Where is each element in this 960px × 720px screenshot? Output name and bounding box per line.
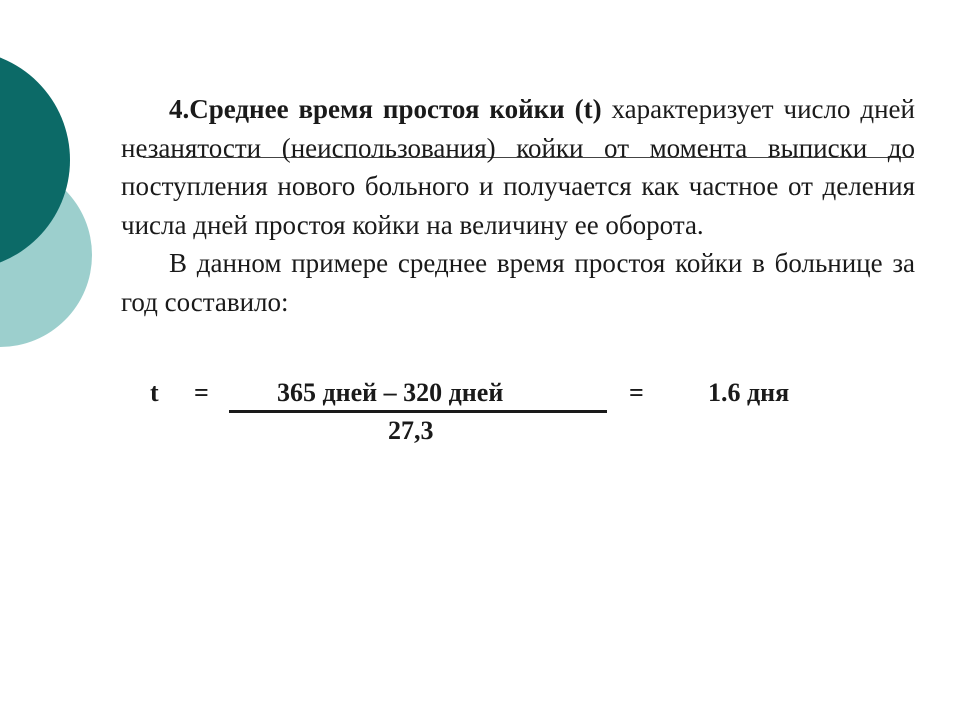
- formula-equals-sign: =: [194, 378, 209, 407]
- definition-title: 4.Среднее время простоя койки (t): [169, 94, 602, 124]
- paragraph-definition: [121, 90, 915, 244]
- definition-body: характеризует число дней незанятости (неиспользования) койки от момента выписки до поступления нового больного и получается как частное от деления числа дней простоя койки на величину ее оборота.: [121, 94, 915, 240]
- fraction-bar: [229, 410, 607, 413]
- formula-numerator: 365 дней – 320 дней: [277, 378, 504, 407]
- formula-result-equals-sign: =: [629, 378, 644, 407]
- content-text: [121, 90, 915, 321]
- formula-variable: t: [150, 378, 159, 407]
- formula-result: 1.6 дня: [708, 378, 790, 407]
- formula-denominator: 27,3: [388, 416, 434, 445]
- decorative-circles: [0, 0, 120, 400]
- formula: [0, 377, 960, 457]
- paragraph-example: В данном примере среднее время простоя койки в больнице за год составило:: [121, 248, 915, 317]
